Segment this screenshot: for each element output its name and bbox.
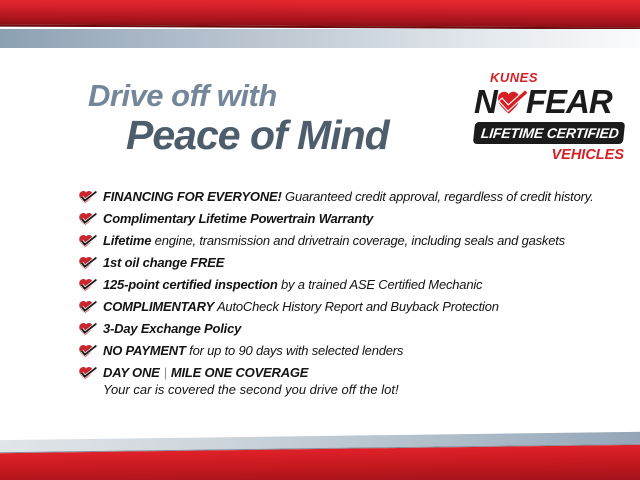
benefit-text <box>103 321 241 336</box>
heart-checkmark-icon <box>77 234 98 249</box>
heart-checkmark-icon <box>77 212 98 227</box>
benefit-note: Your car is covered the second you drive off the lot! <box>103 382 399 397</box>
benefit-text <box>103 189 594 204</box>
logo-word-fear: FEAR <box>525 83 612 120</box>
benefit-rest: Guaranteed credit approval, regardless of credit history. <box>281 189 594 204</box>
benefit-separator: | <box>163 365 167 380</box>
benefit-rest: AutoCheck History Report and Buyback Protection <box>214 299 499 314</box>
page-title <box>88 78 389 159</box>
bottom-band-group <box>0 432 640 480</box>
benefit-bold: MILE ONE COVERAGE <box>170 365 309 380</box>
heart-checkmark-icon <box>77 322 98 337</box>
benefit-text <box>103 365 399 397</box>
benefit-rest: for up to 90 days with selected lenders <box>185 343 404 358</box>
list-item <box>78 255 616 271</box>
list-item <box>78 211 616 227</box>
benefit-bold: NO PAYMENT <box>103 343 186 358</box>
benefit-bold: COMPLIMENTARY <box>103 299 215 314</box>
heart-checkmark-icon <box>77 190 98 205</box>
heart-checkmark-icon <box>496 90 527 117</box>
benefit-bold: Lifetime <box>103 233 152 248</box>
logo-letter-n: N <box>474 83 497 120</box>
benefit-text <box>103 299 499 314</box>
benefit-rest: by a trained ASE Certified Mechanic <box>277 277 483 292</box>
heart-checkmark-icon <box>77 278 98 293</box>
list-item <box>78 299 616 315</box>
top-silver-band <box>0 29 640 48</box>
benefit-text <box>103 277 482 292</box>
benefit-rest: engine, transmission and drivetrain coverage, including seals and gaskets <box>151 233 565 248</box>
benefit-bold: 1st oil change FREE <box>103 255 225 270</box>
list-item <box>78 277 616 293</box>
logo-no-fear-row <box>474 85 624 119</box>
benefit-bold: FINANCING FOR EVERYONE! <box>103 189 282 204</box>
title-line-2: Peace of Mind <box>126 112 389 158</box>
benefit-bold: 3-Day Exchange Policy <box>103 321 242 336</box>
title-line-1: Drive off with <box>88 78 277 113</box>
heart-checkmark-icon <box>77 366 98 381</box>
benefits-list <box>78 189 616 403</box>
logo-brand-name: KUNES <box>490 70 539 85</box>
list-item <box>78 189 616 205</box>
benefit-bold: Complimentary Lifetime Powertrain Warranty <box>103 211 374 226</box>
list-item <box>78 343 616 359</box>
heart-checkmark-icon <box>77 300 98 315</box>
benefit-text <box>103 255 224 270</box>
logo-lifetime-certified-banner: LIFETIME CERTIFIED <box>473 122 625 144</box>
logo-vehicles-label: VEHICLES <box>551 147 624 163</box>
benefit-text <box>103 233 565 248</box>
top-red-band <box>0 0 640 29</box>
list-item <box>78 233 616 249</box>
benefit-bold: DAY ONE <box>103 365 160 380</box>
list-item <box>78 321 616 337</box>
benefit-text <box>103 211 373 226</box>
kunes-no-fear-logo <box>474 70 624 163</box>
heart-checkmark-icon <box>77 256 98 271</box>
list-item <box>78 365 616 397</box>
benefit-text <box>103 343 403 358</box>
heart-checkmark-icon <box>77 344 98 359</box>
benefit-bold: 125-point certified inspection <box>103 277 278 292</box>
